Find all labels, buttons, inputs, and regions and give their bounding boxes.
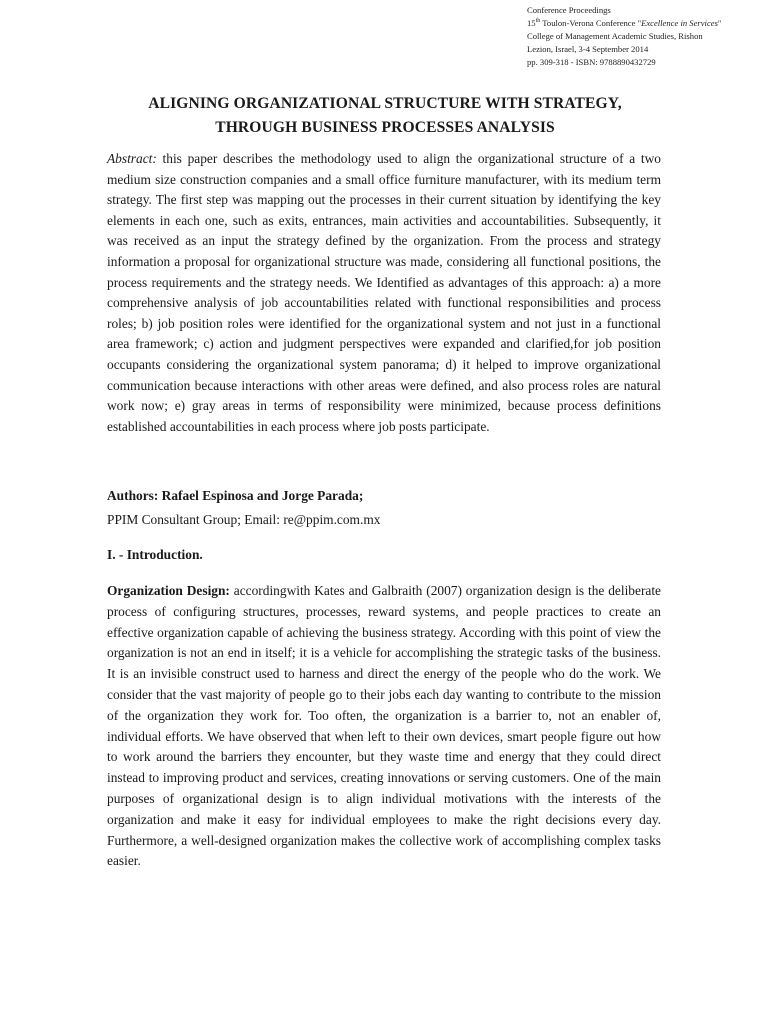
authors: Authors: Rafael Espinosa and Jorge Parada; — [107, 488, 364, 503]
header-conference-theme: Excellence in Services — [641, 18, 718, 28]
header-line-proceedings: Conference Proceedings — [527, 5, 611, 15]
header-quote-close: " — [717, 18, 722, 28]
header-line-isbn: pp. 309-318 - ISBN: 9788890432729 — [527, 57, 656, 67]
conference-header — [527, 4, 763, 69]
introduction-text: accordingwith Kates and Galbraith (2007) organization design is the deliberate process of configuring structures, processes, reward systems, and people practices to create an effective organization capable of achieving the business strategy. According with this point of view the organization is not an end in itself; it is a vehicle for accomplishing the strategic tasks of the business. It is an invisible construct used to harness and direct the energy of the people who do the work. We consider that the vast majority of people go to their jobs each day wanting to contribute to the mission of the organization they work for. Too often, the organization is a barrier to, not an enabler of, individual efforts. We have observed that when left to their own devices, smart people figure out how to work around the barriers they encounter, but they waste time and energy that they could direct instead to improving product and services, creating innovations or serving customers. One of the main purposes of organizational design is to align individual motivations with the interests of the organization and make it easy for individual employees to make the right decisions every day. Furthermore, a well-designed organization makes the collective work of accomplishing complex tasks easier. — [107, 583, 662, 869]
abstract — [107, 149, 661, 437]
title-line-2: THROUGH BUSINESS PROCESSES ANALYSIS — [215, 119, 555, 136]
header-edition-suffix: th — [535, 18, 541, 25]
header-line-conference — [527, 17, 763, 30]
section-heading-introduction: I. - Introduction. — [107, 547, 203, 562]
paper-title — [100, 92, 670, 140]
header-conference-name: Toulon-Verona Conference " — [540, 18, 642, 28]
title-line-1: ALIGNING ORGANIZATIONAL STRUCTURE WITH STRATEGY, — [148, 95, 622, 112]
header-edition-number: 15 — [527, 18, 536, 28]
header-line-location — [527, 43, 763, 56]
abstract-text: this paper describes the methodology used to align the organizational structure of a two medium size construction companies and a small office furniture manufacturer, with its medium term strategy. The first step was mapping out the processes in their current situation by identifying the key elements in each one, such as exits, entrances, main activities and accountabilities. Subsequently, it was received as an input the strategy defined by the organization. From the process and strategy information a proposal for organizational structure was made, considering all functional positions, the process requirements and the strategy needs. We Identified as advantages of this approach: a) a more comprehensive analysis of job accountabilities related with functional responsibilities and process roles; b) job position roles were identified for the organizational system and not just in a functional area framework; c) action and judgment perspectives were expanded and clarified,for job position occupants considering the organizational system panorama; d) it helped to improve organizational communication because interactions with other areas were defined, and also process roles are natural work now; e) gray areas in terms of responsibility were minimized, because process definitions established accountabilities in each process where job posts participate. — [107, 151, 661, 434]
introduction-paragraph — [107, 581, 661, 872]
affiliation: PPIM Consultant Group; Email: re@ppim.com.mx — [107, 512, 381, 527]
header-location-date: Lezion, Israel, 3-4 September — [527, 44, 629, 54]
organization-design-label: Organization Design: — [107, 583, 230, 598]
abstract-label: Abstract: — [107, 151, 157, 166]
header-line-college: College of Management Academic Studies, Rishon — [527, 31, 703, 41]
header-year: 2014 — [628, 44, 649, 54]
